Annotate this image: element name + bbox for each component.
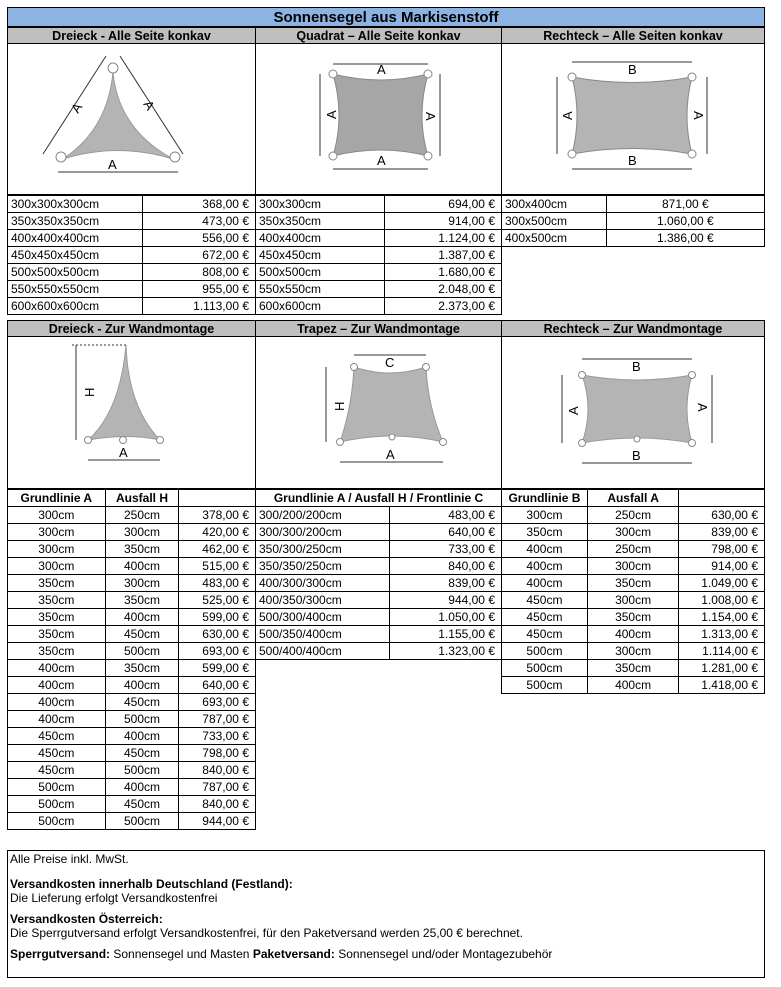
size-cell: 600x600x600cm — [8, 298, 143, 315]
price-cell: 1.418,00 € — [679, 677, 765, 694]
diagram-rechteck-konkav — [501, 44, 765, 195]
price-cell: 840,00 € — [389, 558, 502, 575]
size-cell: 300x500cm — [502, 213, 607, 230]
table-row — [502, 541, 765, 558]
page-title: Sonnensegel aus Markisenstoff — [7, 7, 765, 27]
size-cell: 350cm — [587, 609, 678, 626]
size-cell: 450cm — [8, 762, 106, 779]
label-a-top: A — [377, 62, 386, 77]
size-cell: 300/200/200cm — [256, 507, 390, 524]
price-cell: 733,00 € — [389, 541, 502, 558]
price-cell: 525,00 € — [179, 592, 256, 609]
header-rechteck-konkav: Rechteck – Alle Seiten konkav — [501, 27, 765, 44]
price-table-rechteck-konkav — [501, 195, 765, 247]
price-cell: 944,00 € — [389, 592, 502, 609]
table-row — [8, 575, 256, 592]
size-cell: 250cm — [105, 507, 179, 524]
size-cell: 300cm — [8, 524, 106, 541]
table-row — [256, 298, 502, 315]
wall-triangle-sail-diagram — [8, 337, 255, 487]
at-shipping-text: Die Sperrgutversand erfolgt Versandkostenfrei, für den Paketversand werden 25,00 € berechnet. — [10, 926, 523, 940]
price-cell: 798,00 € — [179, 745, 256, 762]
at-shipping-title: Versandkosten Österreich: — [10, 912, 163, 926]
table-row — [8, 609, 256, 626]
price-cell: 693,00 € — [179, 643, 256, 660]
label-a-right: A — [695, 403, 710, 412]
price-cell: 1.281,00 € — [679, 660, 765, 677]
size-cell: 350/300/250cm — [256, 541, 390, 558]
table-row — [8, 643, 256, 660]
price-cell: 630,00 € — [679, 507, 765, 524]
size-cell: 350cm — [8, 643, 106, 660]
header-quadrat-konkav: Quadrat – Alle Seite konkav — [255, 27, 502, 44]
table-row — [256, 507, 502, 524]
size-cell: 400cm — [587, 626, 678, 643]
diagram-quadrat-konkav — [255, 44, 502, 195]
vat-note: Alle Preise inkl. MwSt. — [10, 852, 129, 866]
price-cell: 640,00 € — [179, 677, 256, 694]
size-cell: 400cm — [105, 558, 179, 575]
label-a-left: A — [67, 100, 86, 116]
price-table-quadrat-konkav — [255, 195, 502, 315]
size-cell: 500cm — [502, 643, 588, 660]
size-cell: 400cm — [502, 558, 588, 575]
size-cell: 400cm — [105, 779, 179, 796]
label-b-top: B — [628, 62, 637, 77]
label-a: A — [119, 445, 128, 460]
size-cell: 500/400/400cm — [256, 643, 390, 660]
table-row — [8, 694, 256, 711]
size-cell: 500/300/400cm — [256, 609, 390, 626]
header-dreieck-wand: Dreieck - Zur Wandmontage — [7, 320, 256, 337]
price-cell: 1.387,00 € — [385, 247, 502, 264]
price-cell: 1.154,00 € — [679, 609, 765, 626]
trapezoid-sail-diagram — [256, 337, 501, 487]
table-row — [8, 196, 256, 213]
table-row — [256, 264, 502, 281]
price-cell: 483,00 € — [389, 507, 502, 524]
table-row — [502, 575, 765, 592]
size-cell: 450cm — [105, 745, 179, 762]
col-grundlinie-b: Grundlinie B — [502, 490, 588, 507]
size-cell: 350cm — [105, 592, 179, 609]
table-row — [8, 711, 256, 728]
price-table-dreieck-konkav — [7, 195, 256, 315]
price-cell: 599,00 € — [179, 660, 256, 677]
table-row — [8, 507, 256, 524]
table-row — [502, 524, 765, 541]
label-b-top: B — [632, 359, 641, 374]
sperr-text: Sonnensegel und Masten — [113, 947, 250, 961]
table-row — [8, 264, 256, 281]
size-cell: 400cm — [105, 677, 179, 694]
price-table-trapez-wand — [255, 489, 502, 660]
price-cell: 839,00 € — [389, 575, 502, 592]
price-cell: 787,00 € — [179, 711, 256, 728]
size-cell: 450cm — [502, 609, 588, 626]
price-cell: 694,00 € — [385, 196, 502, 213]
label-h: H — [332, 401, 347, 411]
size-cell: 450cm — [502, 626, 588, 643]
table-row — [256, 281, 502, 298]
label-a-right: A — [423, 112, 438, 121]
diagram-dreieck-wand — [7, 337, 256, 489]
price-cell: 1.680,00 € — [385, 264, 502, 281]
size-cell: 250cm — [587, 507, 678, 524]
diagram-rechteck-wand — [501, 337, 765, 489]
price-cell: 808,00 € — [142, 264, 255, 281]
price-cell: 733,00 € — [179, 728, 256, 745]
price-cell: 1.386,00 € — [606, 230, 764, 247]
table-row — [256, 541, 502, 558]
table-row — [256, 247, 502, 264]
size-cell: 400/350/300cm — [256, 592, 390, 609]
table-row — [8, 524, 256, 541]
size-cell: 350cm — [105, 660, 179, 677]
size-cell: 500x500x500cm — [8, 264, 143, 281]
diagram-dreieck-konkav — [7, 44, 256, 195]
table-row — [8, 592, 256, 609]
price-cell: 640,00 € — [389, 524, 502, 541]
label-c: C — [385, 355, 395, 370]
table-row — [502, 626, 765, 643]
sperr-label: Sperrgutversand: — [10, 947, 111, 961]
size-cell: 300/300/200cm — [256, 524, 390, 541]
label-b-bottom: B — [628, 153, 637, 168]
label-a: A — [386, 447, 395, 462]
size-cell: 300cm — [502, 507, 588, 524]
size-cell: 350/350/250cm — [256, 558, 390, 575]
size-cell: 400x400cm — [256, 230, 385, 247]
square-sail-diagram — [256, 44, 501, 194]
price-cell: 1.124,00 € — [385, 230, 502, 247]
size-cell: 400cm — [587, 677, 678, 694]
price-cell: 693,00 € — [179, 694, 256, 711]
table-row — [8, 779, 256, 796]
table-row — [502, 558, 765, 575]
size-cell: 300cm — [8, 541, 106, 558]
price-cell: 1.114,00 € — [679, 643, 765, 660]
size-cell: 500cm — [8, 813, 106, 830]
table-row — [502, 660, 765, 677]
size-cell: 450cm — [502, 592, 588, 609]
table-row — [8, 745, 256, 762]
price-cell: 944,00 € — [179, 813, 256, 830]
table-row — [502, 643, 765, 660]
size-cell: 300cm — [105, 524, 179, 541]
size-cell: 350cm — [587, 575, 678, 592]
price-cell: 914,00 € — [679, 558, 765, 575]
header-dreieck-konkav: Dreieck - Alle Seite konkav — [7, 27, 256, 44]
size-cell: 450x450x450cm — [8, 247, 143, 264]
size-cell: 500cm — [8, 796, 106, 813]
size-cell: 300x300x300cm — [8, 196, 143, 213]
triangle-sail-diagram — [8, 44, 255, 194]
col-ausfall-h: Ausfall H — [105, 490, 179, 507]
size-cell: 500x500cm — [256, 264, 385, 281]
price-cell: 787,00 € — [179, 779, 256, 796]
size-cell: 400cm — [502, 541, 588, 558]
table-row — [256, 524, 502, 541]
price-cell: 798,00 € — [679, 541, 765, 558]
col-grundlinie-a: Grundlinie A — [8, 490, 106, 507]
price-cell: 2.048,00 € — [385, 281, 502, 298]
size-cell: 300cm — [105, 575, 179, 592]
size-cell: 450cm — [105, 626, 179, 643]
size-cell: 350cm — [8, 575, 106, 592]
price-cell: 840,00 € — [179, 796, 256, 813]
rectangle-sail-diagram — [502, 44, 764, 194]
table-row — [256, 230, 502, 247]
size-cell: 350cm — [8, 609, 106, 626]
label-a-right: A — [140, 97, 158, 113]
paket-label: Paketversand: — [252, 947, 335, 961]
table-row — [8, 281, 256, 298]
price-cell: 839,00 € — [679, 524, 765, 541]
price-cell: 914,00 € — [385, 213, 502, 230]
table-row — [256, 575, 502, 592]
size-cell: 500/350/400cm — [256, 626, 390, 643]
size-cell: 400cm — [502, 575, 588, 592]
size-cell: 400x400x400cm — [8, 230, 143, 247]
table-row — [8, 230, 256, 247]
label-a-left: A — [324, 110, 339, 119]
size-cell: 400cm — [8, 711, 106, 728]
size-cell: 400/300/300cm — [256, 575, 390, 592]
size-cell: 300cm — [587, 558, 678, 575]
price-cell: 1.049,00 € — [679, 575, 765, 592]
price-cell: 599,00 € — [179, 609, 256, 626]
paket-text: Sonnensegel und/oder Montagezubehör — [338, 947, 553, 961]
table-row — [256, 213, 502, 230]
diagram-trapez-wand — [255, 337, 502, 489]
size-cell: 400cm — [8, 677, 106, 694]
size-cell: 300cm — [587, 643, 678, 660]
size-cell: 500cm — [105, 813, 179, 830]
header-rechteck-wand: Rechteck – Zur Wandmontage — [501, 320, 765, 337]
table-row — [8, 762, 256, 779]
size-cell: 350cm — [8, 626, 106, 643]
price-cell: 462,00 € — [179, 541, 256, 558]
table-row — [256, 558, 502, 575]
price-cell: 483,00 € — [179, 575, 256, 592]
price-cell: 420,00 € — [179, 524, 256, 541]
header-trapez-wand: Trapez – Zur Wandmontage — [255, 320, 502, 337]
label-a-left: A — [560, 111, 575, 120]
size-cell: 350cm — [502, 524, 588, 541]
size-cell: 400cm — [105, 609, 179, 626]
size-cell: 550x550x550cm — [8, 281, 143, 298]
size-cell: 500cm — [105, 711, 179, 728]
size-cell: 300x400cm — [502, 196, 607, 213]
table-row — [256, 626, 502, 643]
size-cell: 500cm — [502, 677, 588, 694]
table-row — [256, 592, 502, 609]
size-cell: 300cm — [8, 507, 106, 524]
size-cell: 600x600cm — [256, 298, 385, 315]
size-cell: 350cm — [105, 541, 179, 558]
size-cell: 550x550cm — [256, 281, 385, 298]
label-a-left: A — [566, 406, 581, 415]
price-cell: 871,00 € — [606, 196, 764, 213]
price-cell: 473,00 € — [142, 213, 255, 230]
price-cell: 515,00 € — [179, 558, 256, 575]
size-cell: 500cm — [8, 779, 106, 796]
size-cell: 300x300cm — [256, 196, 385, 213]
table-row — [502, 507, 765, 524]
wall-rectangle-sail-diagram — [502, 337, 764, 487]
de-shipping-text: Die Lieferung erfolgt Versandkostenfrei — [10, 891, 218, 905]
table-row — [502, 677, 765, 694]
table-row — [8, 626, 256, 643]
label-b-bottom: B — [632, 448, 641, 463]
size-cell: 350x350x350cm — [8, 213, 143, 230]
price-sheet — [7, 7, 765, 978]
price-cell: 1.008,00 € — [679, 592, 765, 609]
label-h: H — [82, 387, 97, 397]
table-row — [8, 247, 256, 264]
table-row — [502, 213, 765, 230]
table-row — [502, 196, 765, 213]
de-shipping-title: Versandkosten innerhalb Deutschland (Festland): — [10, 877, 293, 891]
size-cell: 250cm — [587, 541, 678, 558]
size-cell: 500cm — [502, 660, 588, 677]
col-trapez-dims: Grundlinie A / Ausfall H / Frontlinie C — [256, 490, 502, 507]
table-row — [8, 677, 256, 694]
size-cell: 450cm — [105, 694, 179, 711]
table-row — [256, 643, 502, 660]
price-table-rechteck-wand — [501, 489, 765, 694]
label-a-bottom: A — [377, 153, 386, 168]
size-cell: 350cm — [587, 660, 678, 677]
size-cell: 400cm — [8, 660, 106, 677]
size-cell: 300cm — [8, 558, 106, 575]
price-cell: 2.373,00 € — [385, 298, 502, 315]
label-a-bottom: A — [108, 157, 117, 172]
price-cell: 1.050,00 € — [389, 609, 502, 626]
table-row — [8, 298, 256, 315]
price-cell: 378,00 € — [179, 507, 256, 524]
price-cell: 1.323,00 € — [389, 643, 502, 660]
label-a-right: A — [691, 111, 706, 120]
size-cell: 450cm — [8, 728, 106, 745]
price-cell: 556,00 € — [142, 230, 255, 247]
table-row — [502, 592, 765, 609]
table-row — [502, 230, 765, 247]
price-cell: 1.155,00 € — [389, 626, 502, 643]
price-cell: 840,00 € — [179, 762, 256, 779]
size-cell: 350cm — [8, 592, 106, 609]
size-cell: 300cm — [587, 524, 678, 541]
shipping-notes — [7, 850, 765, 978]
size-cell: 400x500cm — [502, 230, 607, 247]
size-cell: 450x450cm — [256, 247, 385, 264]
size-cell: 450cm — [105, 796, 179, 813]
table-row — [8, 541, 256, 558]
price-cell: 368,00 € — [142, 196, 255, 213]
table-row — [8, 796, 256, 813]
size-cell: 350x350cm — [256, 213, 385, 230]
table-row — [8, 813, 256, 830]
size-cell: 500cm — [105, 762, 179, 779]
price-cell: 672,00 € — [142, 247, 255, 264]
price-cell: 1.113,00 € — [142, 298, 255, 315]
price-cell: 1.060,00 € — [606, 213, 764, 230]
size-cell: 300cm — [587, 592, 678, 609]
table-row — [8, 558, 256, 575]
table-row — [256, 609, 502, 626]
price-cell: 1.313,00 € — [679, 626, 765, 643]
size-cell: 400cm — [105, 728, 179, 745]
size-cell: 500cm — [105, 643, 179, 660]
price-cell: 630,00 € — [179, 626, 256, 643]
table-row — [502, 609, 765, 626]
table-row — [8, 728, 256, 745]
size-cell: 450cm — [8, 745, 106, 762]
table-row — [256, 196, 502, 213]
col-ausfall-a: Ausfall A — [587, 490, 678, 507]
size-cell: 400cm — [8, 694, 106, 711]
price-cell: 955,00 € — [142, 281, 255, 298]
price-table-dreieck-wand — [7, 489, 256, 830]
table-row — [8, 213, 256, 230]
table-row — [8, 660, 256, 677]
